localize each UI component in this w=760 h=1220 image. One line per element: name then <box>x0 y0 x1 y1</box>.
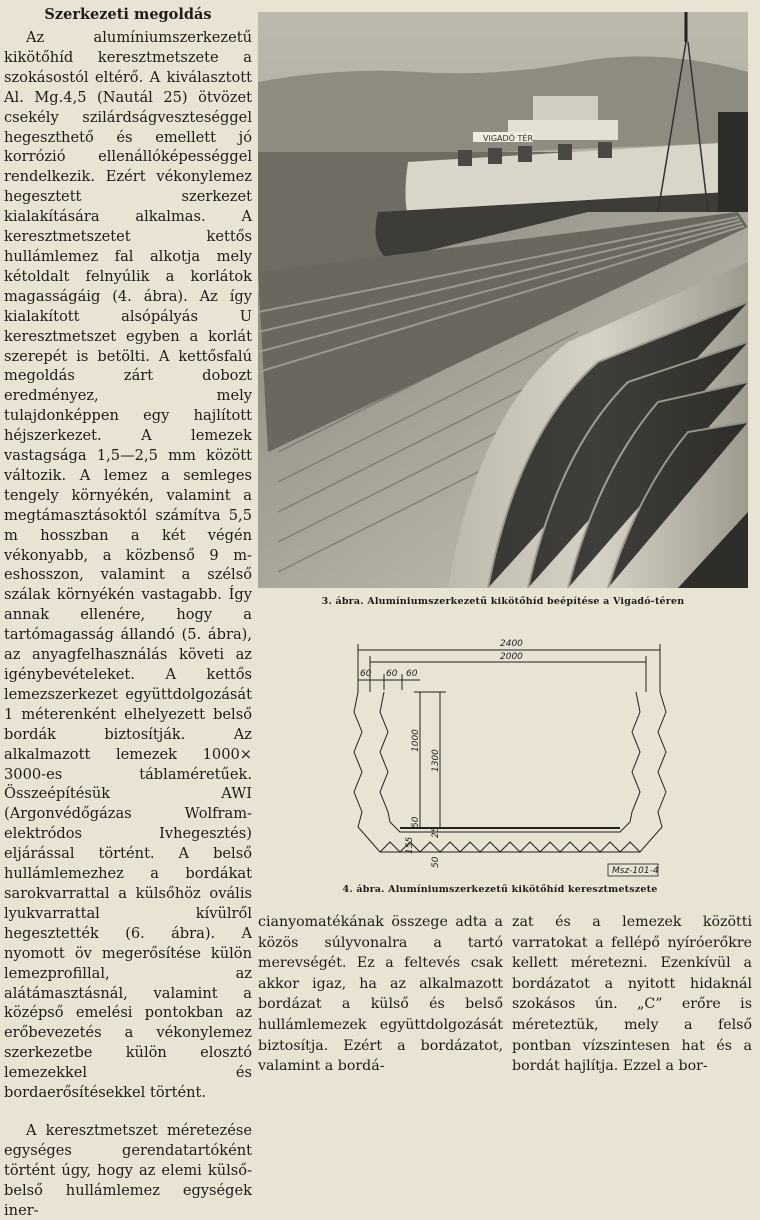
dim-60b: 60 <box>386 669 398 679</box>
ship-sign: VIGADÓ TÉR <box>483 134 534 143</box>
dim-60c: 60 <box>406 669 418 679</box>
bridge-photo <box>258 12 748 588</box>
right-column <box>512 912 752 1077</box>
dim-2400: 2400 <box>500 639 523 649</box>
figure-3-caption: 3. ábra. Alumíniumszerkezetű kikötőhíd beépítése a Vigadó-téren <box>321 596 685 607</box>
dim-60a: 60 <box>360 669 372 679</box>
body-paragraph-2: A keresztmetszet méretezése egységes gerendatartóként történt úgy, hogy az elemi külső-belső hullámlemez egységek iner- <box>4 1121 252 1219</box>
section-heading: Szerkezeti megoldás <box>44 6 212 23</box>
dim-155: 155 <box>405 836 415 854</box>
dim-50b: 50 <box>431 856 441 868</box>
dim-1300: 1300 <box>431 749 441 772</box>
dim-2000: 2000 <box>500 652 523 662</box>
drawing-id: Msz-101-4 <box>612 866 659 876</box>
dim-50: 50 <box>411 816 421 828</box>
cross-section-drawing <box>340 632 680 882</box>
middle-column <box>258 912 503 1077</box>
dim-25: 25 <box>431 826 441 838</box>
right-text: zat és a lemezek közötti varratokat a fellépő nyíróerőkre kellett méretezni. Ezenkívül a bordázatot a nyitott hidaknál szokásos ún. „C” erőre is méreteztük, mely a felső pontban vízszintesen hat és a bordát hajlítja. Ezzel a bor- <box>512 914 752 1075</box>
figure-4-caption: 4. ábra. Alumíniumszerkezetű kikötőhíd keresztmetszete <box>342 884 658 895</box>
body-paragraph-1: Az alumíniumszerkezetű kikötőhíd keresztmetszete a szokásostól eltérő. A kiválasztott Al. Mg.4,5 (Nautál 25) ötvözet csekély szilárdságveszteséggel hegeszthető és emellett jó korrózió ellenállóképességgel rendelkezik. Ezért vékonylemez hegesztett szerkezet kialakítására alkalmas. A keresztmetszetet kettős hullámlemez fal alkotja mely kétoldalt felnyúlik a korlátok magasságáig (4. ábra). Az így kialakított alsópályás U keresztmetszet egyben a korlát szerepét is betölti. A kettősfalú megoldás zárt dobozt eredményez, mely tulajdonképpen egy hajlított héjszerkezet. A lemezek vastagsága 1,5—2,5 mm között változik. A lemez a semleges tengely környékén, valamint a megtámasztásoktól számítva 5,5 m hosszban a két végén vékonyabb, a közbenső 9 m-eshosszon, valamint a szélső szálak környékén vastagabb. Így annak ellenére, hogy a tartómagasság állandó (5. ábra), az anyagfelhasználás követi az igénybevételeket. A kettős lemezszerkezet együttdolgozását 1 méterenként elhelyezett belső bordák biztosítják. Az alkalmazott lemezek 1000× 3000-es táblaméretűek. Összeépítésük AWI (Argonvédőgázas Wolfram-elektródos Ivhegesztés) eljárással történt. A belső hullámlemezhez a bordákat sarokvarrattal a külsőhöz ovális lyukvarrattal kívülről hegesztették (6. ábra). A nyomott öv megerősítése külön lemezprofillal, az alátámasztásnál, valamint a középső emelési pontokban az erőbevezetés a vékonylemez szerkezetbe külön elosztó lemezekkel és bordaerősítésekkel történt. <box>4 29 252 1102</box>
left-column <box>4 6 252 1220</box>
middle-text: cianyomatékának összege adta a közös súlyvonalra a tartó merevségét. Ez a feltevés csak akkor igaz, ha az alkalmazott bordázat a külső és belső hullámlemezek együttdolgozását biztosítja. Ezért a bordázatot, valamint a bordá- <box>258 914 503 1075</box>
dim-1000: 1000 <box>411 729 421 752</box>
